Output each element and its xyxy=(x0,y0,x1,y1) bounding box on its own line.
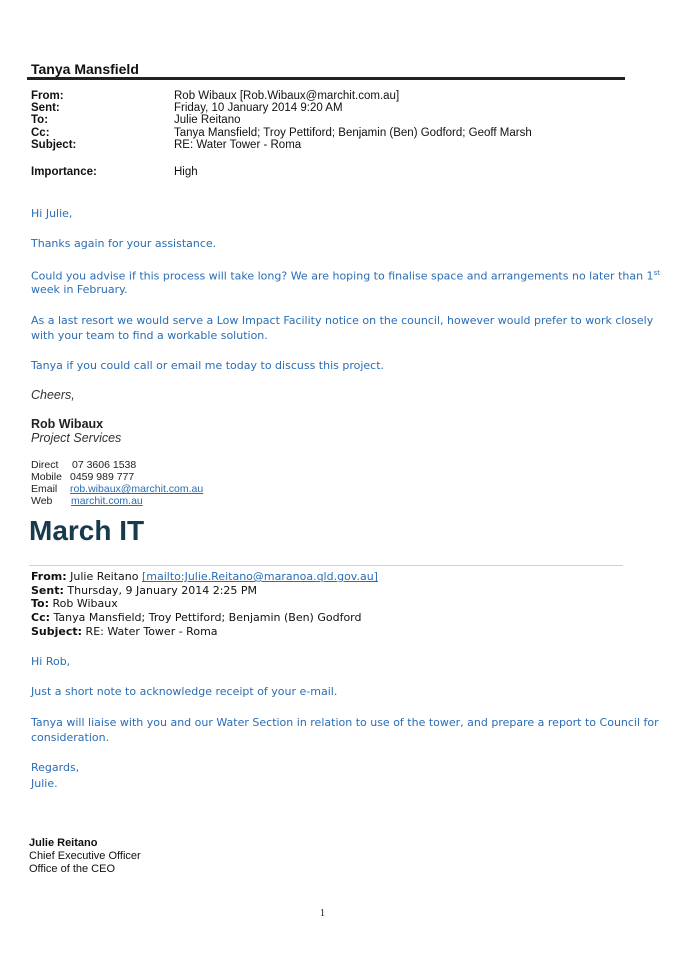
paragraph: Thanks again for your assistance. xyxy=(31,237,217,250)
header-from-label: From: xyxy=(31,90,64,102)
header-to-value: Julie Reitano xyxy=(174,114,241,126)
contact-direct-label: Direct xyxy=(31,459,59,471)
signature-name: Rob Wibaux xyxy=(31,417,104,431)
header-sent-value: Friday, 10 January 2014 9:20 AM xyxy=(174,102,343,114)
title-divider xyxy=(27,77,625,80)
paragraph: Could you advise if this process will take long? We are hoping to finalise space and arrangements no later than 1st xyxy=(31,269,660,283)
document-owner-title: Tanya Mansfield xyxy=(31,61,139,77)
header2-cc: Cc: Tanya Mansfield; Troy Pettiford; Benjamin (Ben) Godford xyxy=(31,611,362,624)
contact-email-link[interactable]: rob.wibaux@marchit.com.au xyxy=(70,483,204,495)
signature2-office: Office of the CEO xyxy=(29,863,116,875)
mailto-link[interactable]: [mailto:Julie.Reitano@maranoa.qld.gov.au] xyxy=(141,570,378,583)
header-to-label: To: xyxy=(31,114,49,126)
paragraph: Tanya will liaise with you and our Water Section in relation to use of the tower, and prepare a report to Council for xyxy=(31,716,659,729)
paragraph: Tanya if you could call or email me today to discuss this project. xyxy=(31,359,385,372)
signature2-name: Julie Reitano xyxy=(29,837,98,849)
contact-direct-value: 07 3606 1538 xyxy=(72,459,137,471)
company-logo: March IT xyxy=(29,515,145,546)
closing: Cheers, xyxy=(31,388,75,402)
header-subject-label: Subject: xyxy=(31,139,77,151)
closing: Regards, xyxy=(31,761,80,774)
header-sent-label: Sent: xyxy=(31,102,60,114)
greeting: Hi Rob, xyxy=(31,655,71,668)
header-from-value: Rob Wibaux [Rob.Wibaux@marchit.com.au] xyxy=(174,90,400,102)
header2-sent: Sent: Thursday, 9 January 2014 2:25 PM xyxy=(31,584,258,597)
header-cc-label: Cc: xyxy=(31,127,50,139)
paragraph: As a last resort we would serve a Low Impact Facility notice on the council, however would prefer to work closely xyxy=(31,314,654,327)
paragraph: with your team to find a workable solution. xyxy=(31,329,268,342)
header2-to: To: Rob Wibaux xyxy=(31,597,118,610)
contact-mobile-value: 0459 989 777 xyxy=(70,471,135,483)
contact-mobile-label: Mobile xyxy=(31,471,62,483)
closing-name: Julie. xyxy=(31,777,58,790)
header-subject-value: RE: Water Tower - Roma xyxy=(174,139,302,151)
header-cc-value: Tanya Mansfield; Troy Pettiford; Benjamin (Ben) Godford; Geoff Marsh xyxy=(174,127,532,139)
contact-email-label: Email xyxy=(31,483,58,495)
paragraph: week in February. xyxy=(31,283,128,296)
header-importance-label: Importance: xyxy=(31,166,97,178)
contact-web-label: Web xyxy=(31,495,53,507)
message-divider xyxy=(29,565,623,566)
signature2-title: Chief Executive Officer xyxy=(29,850,141,862)
header2-from: From: Julie Reitano [mailto:Julie.Reitano@maranoa.qld.gov.au] xyxy=(31,570,378,583)
signature-title: Project Services xyxy=(31,431,122,445)
paragraph: consideration. xyxy=(31,731,110,744)
paragraph: Just a short note to acknowledge receipt of your e-mail. xyxy=(31,685,338,698)
contact-web-link[interactable]: marchit.com.au xyxy=(71,495,143,507)
greeting: Hi Julie, xyxy=(31,207,73,220)
page-number: 1 xyxy=(320,908,325,919)
header2-subject: Subject: RE: Water Tower - Roma xyxy=(31,625,218,638)
header-importance-value: High xyxy=(174,166,198,178)
